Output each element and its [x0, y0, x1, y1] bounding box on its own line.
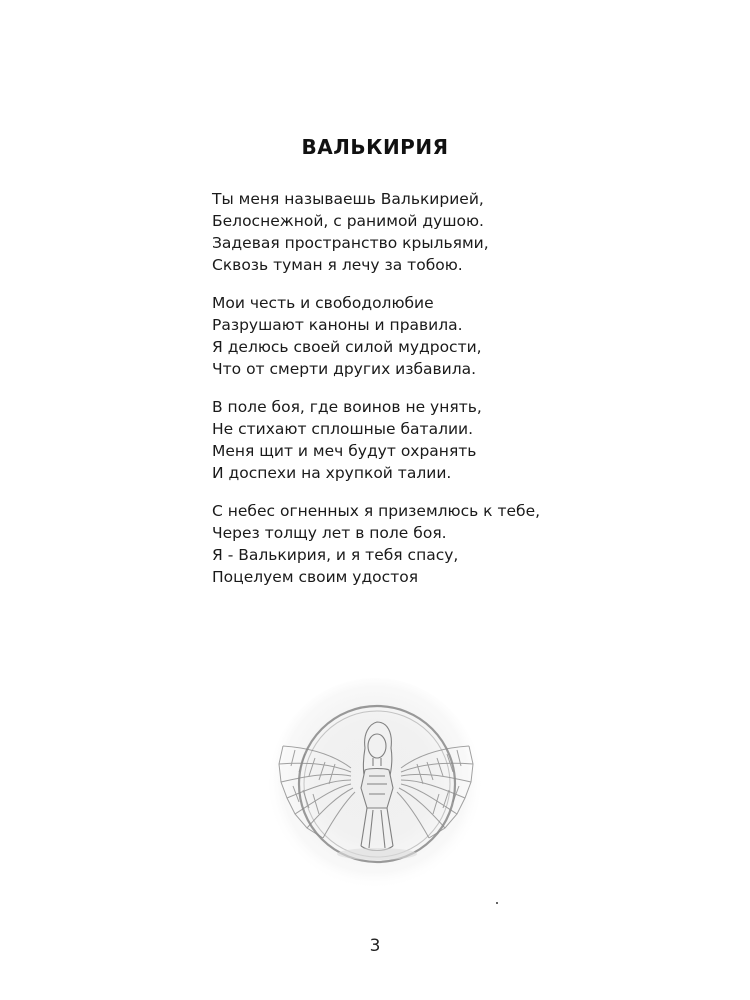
poem-title: ВАЛЬКИРИЯ [301, 135, 449, 159]
page-number: 3 [369, 936, 381, 956]
poem-line: Я - Валькирия, и я тебя спасу, [212, 546, 459, 564]
valkyrie-illustration [265, 676, 485, 896]
stanza-2 [212, 292, 632, 380]
poem-line: Сквозь туман я лечу за тобою. [212, 256, 463, 274]
stanza-4 [212, 500, 632, 588]
poem-line: Я делюсь своей силой мудрости, [212, 338, 482, 356]
poem-line: Что от смерти других избавила. [212, 360, 477, 378]
poem-line: Разрушают каноны и правила. [212, 316, 463, 334]
poem-line: С небес огненных я приземлюсь к тебе, [212, 502, 541, 520]
poem-line: Поцелуем своим удостоя [212, 568, 419, 586]
stray-mark [496, 902, 498, 904]
poem-line: Через толщу лет в поле боя. [212, 524, 447, 542]
poem-line: Задевая пространство крыльями, [212, 234, 489, 252]
poem-line: В поле боя, где воинов не унять, [212, 398, 482, 416]
stanza-1 [212, 188, 632, 276]
poem-line: Белоснежной, с ранимой душою. [212, 212, 484, 230]
poem-line: Не стихают сплошные баталии. [212, 420, 474, 438]
poem-line: Ты меня называешь Валькирией, [212, 190, 484, 208]
poem-line: И доспехи на хрупкой талии. [212, 464, 452, 482]
stanza-3 [212, 396, 632, 484]
poem-line: Мои честь и свободолюбие [212, 294, 434, 312]
poem-body [212, 188, 632, 604]
poem-line: Меня щит и меч будут охранять [212, 442, 477, 460]
